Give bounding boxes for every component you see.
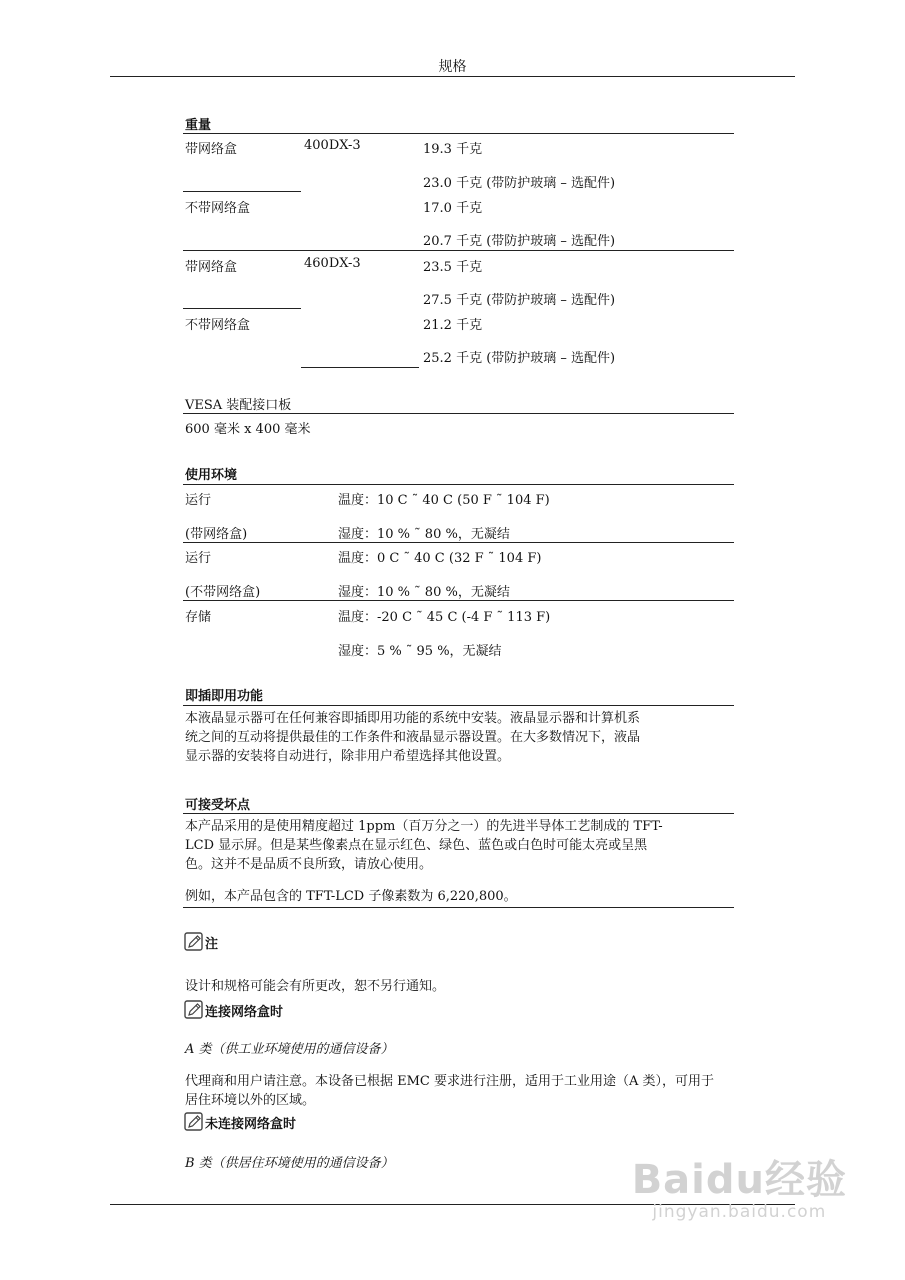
acceptable-line: LCD 显示屏。但是某些像素点在显示红色、绿色、蓝色或白色时可能太亮或呈黑	[185, 838, 648, 853]
weight-value-glass: 20.7 千克 (带防护玻璃 – 选配件)	[423, 234, 616, 249]
env-row-label: 存储	[185, 610, 212, 625]
env-temperature: 温度：0 C ˜ 40 C (32 F ˜ 104 F)	[338, 551, 542, 566]
note-pencil-icon	[184, 932, 204, 952]
env-section-title: 使用环境	[185, 468, 238, 483]
class-a-paragraph	[185, 1072, 805, 1110]
env-row-label: 运行	[185, 551, 212, 566]
note-pencil-icon	[184, 1112, 204, 1132]
acceptable-bottom-rule	[183, 907, 734, 908]
env-humidity: 湿度：5 % ˜ 95 %，无凝结	[338, 644, 502, 659]
weight-title-rule	[183, 133, 734, 134]
weight-value-glass: 23.0 千克 (带防护玻璃 – 选配件)	[423, 176, 616, 191]
weight-section-title: 重量	[185, 118, 212, 133]
weight-row-label: 不带网络盒	[185, 201, 251, 216]
env-temperature: 温度：-20 C ˜ 45 C (-4 F ˜ 113 F)	[338, 610, 551, 625]
pnp-paragraph	[185, 709, 735, 766]
weight-row-rule	[183, 191, 301, 192]
weight-group-rule	[183, 250, 734, 251]
weight-value: 19.3 千克	[423, 142, 483, 157]
weight-row-label: 带网络盒	[185, 142, 238, 157]
acceptable-section-title: 可接受坏点	[185, 798, 251, 813]
weight-row-label: 不带网络盒	[185, 318, 251, 333]
without-box-heading	[184, 1112, 296, 1132]
note-pencil-icon	[184, 1000, 204, 1020]
weight-value: 23.5 千克	[423, 260, 483, 275]
pnp-title-rule	[183, 705, 734, 706]
env-row-label: 运行	[185, 493, 212, 508]
env-row-rule	[183, 542, 734, 543]
weight-value-glass: 27.5 千克 (带防护玻璃 – 选配件)	[423, 293, 616, 308]
pnp-line: 本液晶显示器可在任何兼容即插即用功能的系统中安装。液晶显示器和计算机系	[185, 711, 641, 726]
weight-model-label: 400DX-3	[304, 138, 361, 153]
class-a-title: A 类（供工业环境使用的通信设备）	[185, 1042, 394, 1057]
acceptable-paragraph	[185, 817, 735, 874]
note-label: 注	[205, 936, 219, 952]
note-text: 设计和规格可能会有所更改，恕不另行通知。	[185, 979, 446, 994]
class-a-line: 居住环境以外的区域。	[185, 1093, 316, 1108]
weight-model-rule	[301, 367, 419, 368]
vesa-value: 600 毫米 x 400 毫米	[185, 422, 311, 437]
class-b-title: B 类（供居住环境使用的通信设备）	[185, 1156, 394, 1171]
acceptable-title-rule	[183, 813, 734, 814]
acceptable-example: 例如，本产品包含的 TFT-LCD 子像素数为 6,220,800。	[185, 889, 517, 904]
without-box-label: 未连接网络盒时	[205, 1116, 297, 1132]
note-heading	[184, 932, 218, 952]
env-row-sublabel: (不带网络盒)	[185, 585, 261, 600]
watermark-logo: Baidu经验	[631, 1157, 847, 1203]
header-divider	[110, 76, 795, 77]
env-humidity: 湿度：10 % ˜ 80 %，无凝结	[338, 585, 510, 600]
weight-value-glass: 25.2 千克 (带防护玻璃 – 选配件)	[423, 351, 616, 366]
pnp-section-title: 即插即用功能	[185, 689, 264, 704]
env-temperature: 温度：10 C ˜ 40 C (50 F ˜ 104 F)	[338, 493, 550, 508]
acceptable-line: 色。这并不是品质不良所致，请放心使用。	[185, 857, 433, 872]
weight-value: 21.2 千克	[423, 318, 483, 333]
vesa-title-rule	[183, 413, 734, 414]
weight-model-label: 460DX-3	[304, 256, 361, 271]
pnp-line: 统之间的互动将提供最佳的工作条件和液晶显示器设置。在大多数情况下，液晶	[185, 730, 641, 745]
pnp-line: 显示器的安装将自动进行，除非用户希望选择其他设置。	[185, 749, 511, 764]
baidu-watermark	[632, 1158, 847, 1222]
env-title-rule	[183, 484, 734, 485]
env-row-sublabel: (带网络盒)	[185, 527, 248, 542]
env-row-rule	[183, 600, 734, 601]
weight-row-rule	[183, 308, 301, 309]
weight-value: 17.0 千克	[423, 201, 483, 216]
vesa-section-title: VESA 装配接口板	[185, 398, 292, 413]
watermark-url: jingyan.baidu.com	[652, 1202, 827, 1222]
weight-row-label: 带网络盒	[185, 260, 238, 275]
env-humidity: 湿度：10 % ˜ 80 %，无凝结	[338, 527, 510, 542]
class-a-line: 代理商和用户请注意。本设备已根据 EMC 要求进行注册，适用于工业用途（A 类），可用于	[185, 1074, 715, 1089]
with-box-label: 连接网络盒时	[205, 1004, 284, 1020]
with-box-heading	[184, 1000, 283, 1020]
acceptable-line: 本产品采用的是使用精度超过 1ppm（百万分之一）的先进半导体工艺制成的 TFT-	[185, 819, 663, 834]
page-header-title: 规格	[438, 59, 467, 75]
